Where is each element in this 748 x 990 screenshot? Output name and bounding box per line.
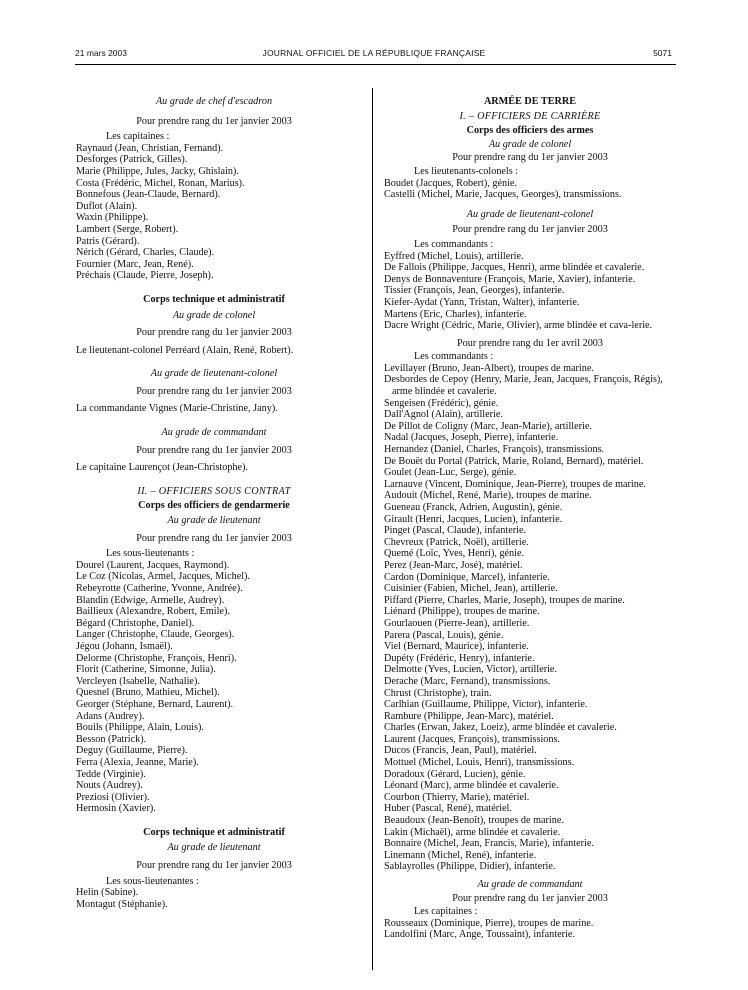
list-item: Vercleyen (Isabelle, Nathalie). [76, 675, 200, 687]
list-item: Courbon (Thierry, Marie), matériel. [384, 791, 530, 803]
list-item: Lakin (Michaël), arme blindée et cavalerie. [384, 826, 561, 838]
list-item: Besson (Patrick). [76, 733, 147, 745]
list-item: Tedde (Virginie). [76, 768, 146, 780]
grade-heading: Au grade de chef d'escadron [155, 96, 273, 107]
left-column [76, 96, 352, 910]
page-number: 5071 [653, 48, 672, 58]
rang-line: Pour prendre rang du 1er janvier 2003 [452, 892, 608, 904]
list-item: Baillieux (Alexandre, Robert, Emile). [76, 606, 230, 618]
list-item: Desforges (Patrick, Gilles). [76, 154, 188, 166]
list-item: Florit (Catherine, Simonne, Julia). [76, 664, 216, 676]
grade-heading: Au grade de lieutenant [167, 842, 261, 854]
list-item: Nérich (Gérard, Charles, Claude). [76, 247, 215, 259]
list-item: Bonnaire (Michel, Jean, Francis, Marie), infanterie. [384, 838, 594, 850]
list-item: Beaudoux (Jean-Benoît), troupes de marine. [384, 815, 564, 827]
list-item: Chevreux (Patrick, Noël), artillerie. [384, 536, 529, 548]
list-item: Ducos (Francis, Jean, Paul), matériel. [384, 745, 537, 757]
grade-heading: Au grade de colonel [172, 309, 256, 321]
list-item: De Pillot de Coligny (Marc, Jean-Marie), artillerie. [384, 420, 592, 432]
list-item: Kiefer-Aydat (Yann, Tristan, Walter), infanterie. [384, 296, 580, 308]
list-item: Ferra (Alexia, Jeanne, Marie). [76, 756, 199, 768]
list-item: Viel (Bernard, Maurice), infanterie. [384, 641, 529, 653]
list-item: Chrust (Christophe), train. [384, 687, 492, 699]
grade-heading: Au grade de lieutenant [167, 515, 261, 527]
list-item: De Fallois (Philippe, Jacques, Henri), arme blindée et cavalerie. [384, 262, 645, 274]
list-intro: Les lieutenants-colonels : [414, 165, 519, 177]
list-item: Gueneau (Franck, Adrien, Augustin), génie. [384, 502, 563, 513]
list-item: Sablayrolles (Philippe, Didier), infanterie. [384, 861, 556, 873]
list-item: Sengeisen (Frédéric), génie. [384, 397, 499, 409]
list-item: Duflot (Alain). [76, 200, 138, 212]
rang-line: Pour prendre rang du 1er janvier 2003 [136, 532, 292, 544]
list-item: Le lieutenant-colonel Perréard (Alain, René, Robert). [76, 344, 294, 356]
list-intro: Les capitaines : [106, 131, 170, 143]
list-intro: Les capitaines : [414, 906, 478, 918]
list-item: Derache (Marc, Fernand), transmissions. [384, 675, 551, 687]
list-item: Charles (Erwan, Jakez, Loeiz), arme blindée et cavalerie. [384, 722, 617, 734]
journal-title: JOURNAL OFFICIEL DE LA RÉPUBLIQUE FRANÇAISE [262, 48, 486, 58]
list-item: Huber (Pascal, René), matériel. [384, 803, 512, 815]
rang-line: Pour prendre rang du 1er janvier 2003 [136, 115, 292, 127]
list-intro: Les commandants : [414, 351, 494, 363]
rang-line: Pour prendre rang du 1er janvier 2003 [136, 385, 292, 397]
grade-heading: Au grade de commandant [477, 879, 583, 890]
list-item: Levillayer (Bruno, Jean-Albert), troupes de marine. [384, 362, 594, 374]
rang-line: Pour prendre rang du 1er janvier 2003 [136, 327, 292, 339]
list-item: Liénard (Philippe), troupes de marine. [384, 606, 540, 618]
list-item: Dall'Agnol (Alain), artillerie. [384, 409, 503, 421]
list-item: Le capitaine Laurençot (Jean-Christophe). [76, 462, 248, 474]
list-item: Costa (Frédéric, Michel, Ronan, Marius). [76, 177, 245, 189]
list-item: Cardon (Dominique, Marcel), infanterie. [384, 571, 550, 583]
grade-heading: Au grade de lieutenant-colonel [466, 208, 594, 220]
list-item: Langer (Christophe, Claude, Georges). [76, 629, 235, 641]
list-item: Patris (Gérard). [76, 235, 140, 247]
list-item: Nadal (Jacques, Joseph, Pierre), infanterie. [384, 432, 559, 444]
list-item: Rambure (Philippe, Jean-Marc), matériel. [384, 710, 554, 722]
rang-line: Pour prendre rang du 1er janvier 2003 [136, 444, 292, 456]
list-item: Fournier (Marc, Jean, René). [76, 258, 194, 270]
list-item: Adans (Audrey). [76, 710, 145, 722]
list-item: Audouit (Michel, René, Marie), troupes de marine. [384, 490, 592, 502]
column-divider [372, 88, 373, 970]
rang-line: Pour prendre rang du 1er janvier 2003 [136, 860, 292, 872]
list-item: Martens (Eric, Charles), infanterie. [384, 308, 527, 320]
grade-heading: Au grade de colonel [488, 138, 572, 150]
list-item: Rousseaux (Dominique, Pierre), troupes de marine. [384, 917, 594, 929]
list-item: Pinget (Pascal, Claude), infanterie. [384, 525, 527, 537]
list-item: De Bouët du Portal (Patrick, Marie, Roland, Bernard), matériel. [384, 455, 644, 467]
list-item: Rebeyrotte (Catherine, Yvonne, Andrée). [76, 583, 243, 594]
list-item: Waxin (Philippe). [76, 212, 149, 224]
list-item: Jégou (Johann, Ismaël). [76, 640, 173, 652]
section-heading: Corps technique et administratif [143, 826, 285, 838]
list-item: Doradoux (Gérard, Lucien), génie. [384, 768, 526, 780]
header-rule [75, 64, 676, 65]
corps-heading: Corps des officiers des armes [466, 125, 594, 137]
list-item: Hermosin (Xavier). [76, 803, 156, 815]
list-item: Lambert (Serge, Robert). [76, 223, 179, 235]
section-heading: II. – OFFICIERS SOUS CONTRAT [137, 485, 291, 497]
list-item: Castelli (Michel, Marie, Jacques, Georges), transmissions. [384, 189, 622, 201]
list-item: Raynaud (Jean, Christian, Fernand). [76, 142, 224, 154]
corps-heading: Corps des officiers de gendarmerie [138, 500, 290, 512]
list-item: Denys de Bonnaventure (François, Marie, Xavier), infanterie. [384, 273, 636, 285]
list-item: Quesnel (Bruno, Mathieu, Michel). [76, 687, 220, 699]
section-heading: Corps technique et administratif [143, 293, 285, 305]
list-item: Léonard (Marc), arme blindée et cavalerie. [384, 780, 559, 792]
section-heading: I. – OFFICIERS DE CARRIÈRE [459, 110, 601, 122]
list-item: Hernandez (Daniel, Charles, François), transmissions. [384, 444, 605, 456]
list-item: Cuisinier (Fabien, Michel, Jean), artillerie. [384, 583, 558, 595]
list-item: Preziosi (Olivier). [76, 791, 150, 803]
rang-line: Pour prendre rang du 1er janvier 2003 [452, 152, 608, 164]
list-item: Landolfini (Marc, Ange, Toussaint), infanterie. [384, 929, 575, 941]
list-item: Bonnefous (Jean-Claude, Bernard). [76, 189, 221, 201]
list-item: Girault (Henri, Jacques, Lucien), infanterie. [384, 513, 563, 525]
list-item: Parera (Pascal, Louis), génie. [384, 629, 504, 641]
list-item: Montagut (Stéphanie). [76, 898, 168, 910]
list-item: Goulet (Jean-Luc, Serge), génie. [384, 467, 517, 479]
list-item: Gourlaouen (Pierre-Jean), artillerie. [384, 617, 530, 629]
list-item: Marie (Philippe, Jules, Jacky, Ghislain). [76, 165, 239, 177]
list-item: Préchais (Claude, Pierre, Joseph). [76, 270, 214, 282]
rang-line: Pour prendre rang du 1er janvier 2003 [452, 224, 608, 236]
list-item: Eyffred (Michel, Louis), artillerie. [384, 250, 524, 262]
list-item: Georger (Stéphane, Bernard, Laurent). [76, 698, 234, 710]
list-item: Larnauve (Vincent, Dominique, Jean-Pierre), troupes de marine. [384, 478, 646, 490]
list-item: Le Coz (Nicolas, Armel, Jacques, Michel). [76, 571, 250, 583]
list-intro: Les commandants : [414, 238, 494, 250]
list-item: Dacre Wright (Cédric, Marie, Olivier), arme blindée et cava-lerie. [384, 320, 653, 332]
army-heading: ARMÉE DE TERRE [483, 96, 577, 107]
list-item: Quemé (Loïc, Yves, Henri), génie. [384, 548, 525, 560]
list-item: Helin (Sabine). [76, 887, 139, 899]
list-item: Linemann (Michel, René), infanterie. [384, 849, 537, 861]
list-item: La commandante Vignes (Marie-Christine, Jany). [76, 403, 278, 415]
grade-heading: Au grade de commandant [161, 427, 267, 439]
page-header [0, 48, 748, 62]
list-item: Desbordes de Cepoy (Henry, Marie, Jean, Jacques, François, Régis), arme blindée et cavalerie. [384, 374, 663, 398]
list-intro: Les sous-lieutenants : [106, 548, 195, 560]
list-item: Mottuel (Michel, Louis, Henri), transmissions. [384, 757, 575, 769]
list-item: Nouts (Audrey). [76, 780, 143, 792]
list-item: Carlhian (Guillaume, Philippe, Victor), infanterie. [384, 699, 588, 711]
grade-heading: Au grade de lieutenant-colonel [150, 368, 278, 380]
list-intro: Les sous-lieutenantes : [106, 875, 199, 887]
rang-line: Pour prendre rang du 1er avril 2003 [457, 337, 603, 349]
right-column [384, 96, 676, 941]
list-item: Tissier (François, Jean, Georges), infanterie. [384, 285, 565, 297]
list-item: Perez (Jean-Marc, José), matériel. [384, 559, 523, 571]
list-item: Delorme (Christophe, François, Henri). [76, 652, 237, 664]
list-item: Piffard (Pierre, Charles, Marie, Joseph), troupes de marine. [384, 594, 625, 606]
list-item: Delmotte (Yves, Lucien, Victor), artillerie. [384, 664, 558, 676]
list-item: Dourel (Laurent, Jacques, Raymond). [76, 559, 230, 571]
list-item: Bouils (Philippe, Alain, Louis). [76, 722, 204, 734]
header-date: 21 mars 2003 [75, 48, 127, 58]
list-item: Laurent (Jacques, François), transmissions. [384, 733, 560, 745]
list-item: Dupéty (Frédéric, Henry), infanterie. [384, 652, 535, 664]
list-item: Deguy (Guillaume, Pierre). [76, 745, 188, 757]
list-item: Boudet (Jacques, Robert), génie. [384, 177, 517, 189]
list-item: Bégard (Christophe, Daniel). [76, 617, 195, 629]
list-item: Blandin (Edwige, Armelle, Audrey). [76, 594, 225, 606]
